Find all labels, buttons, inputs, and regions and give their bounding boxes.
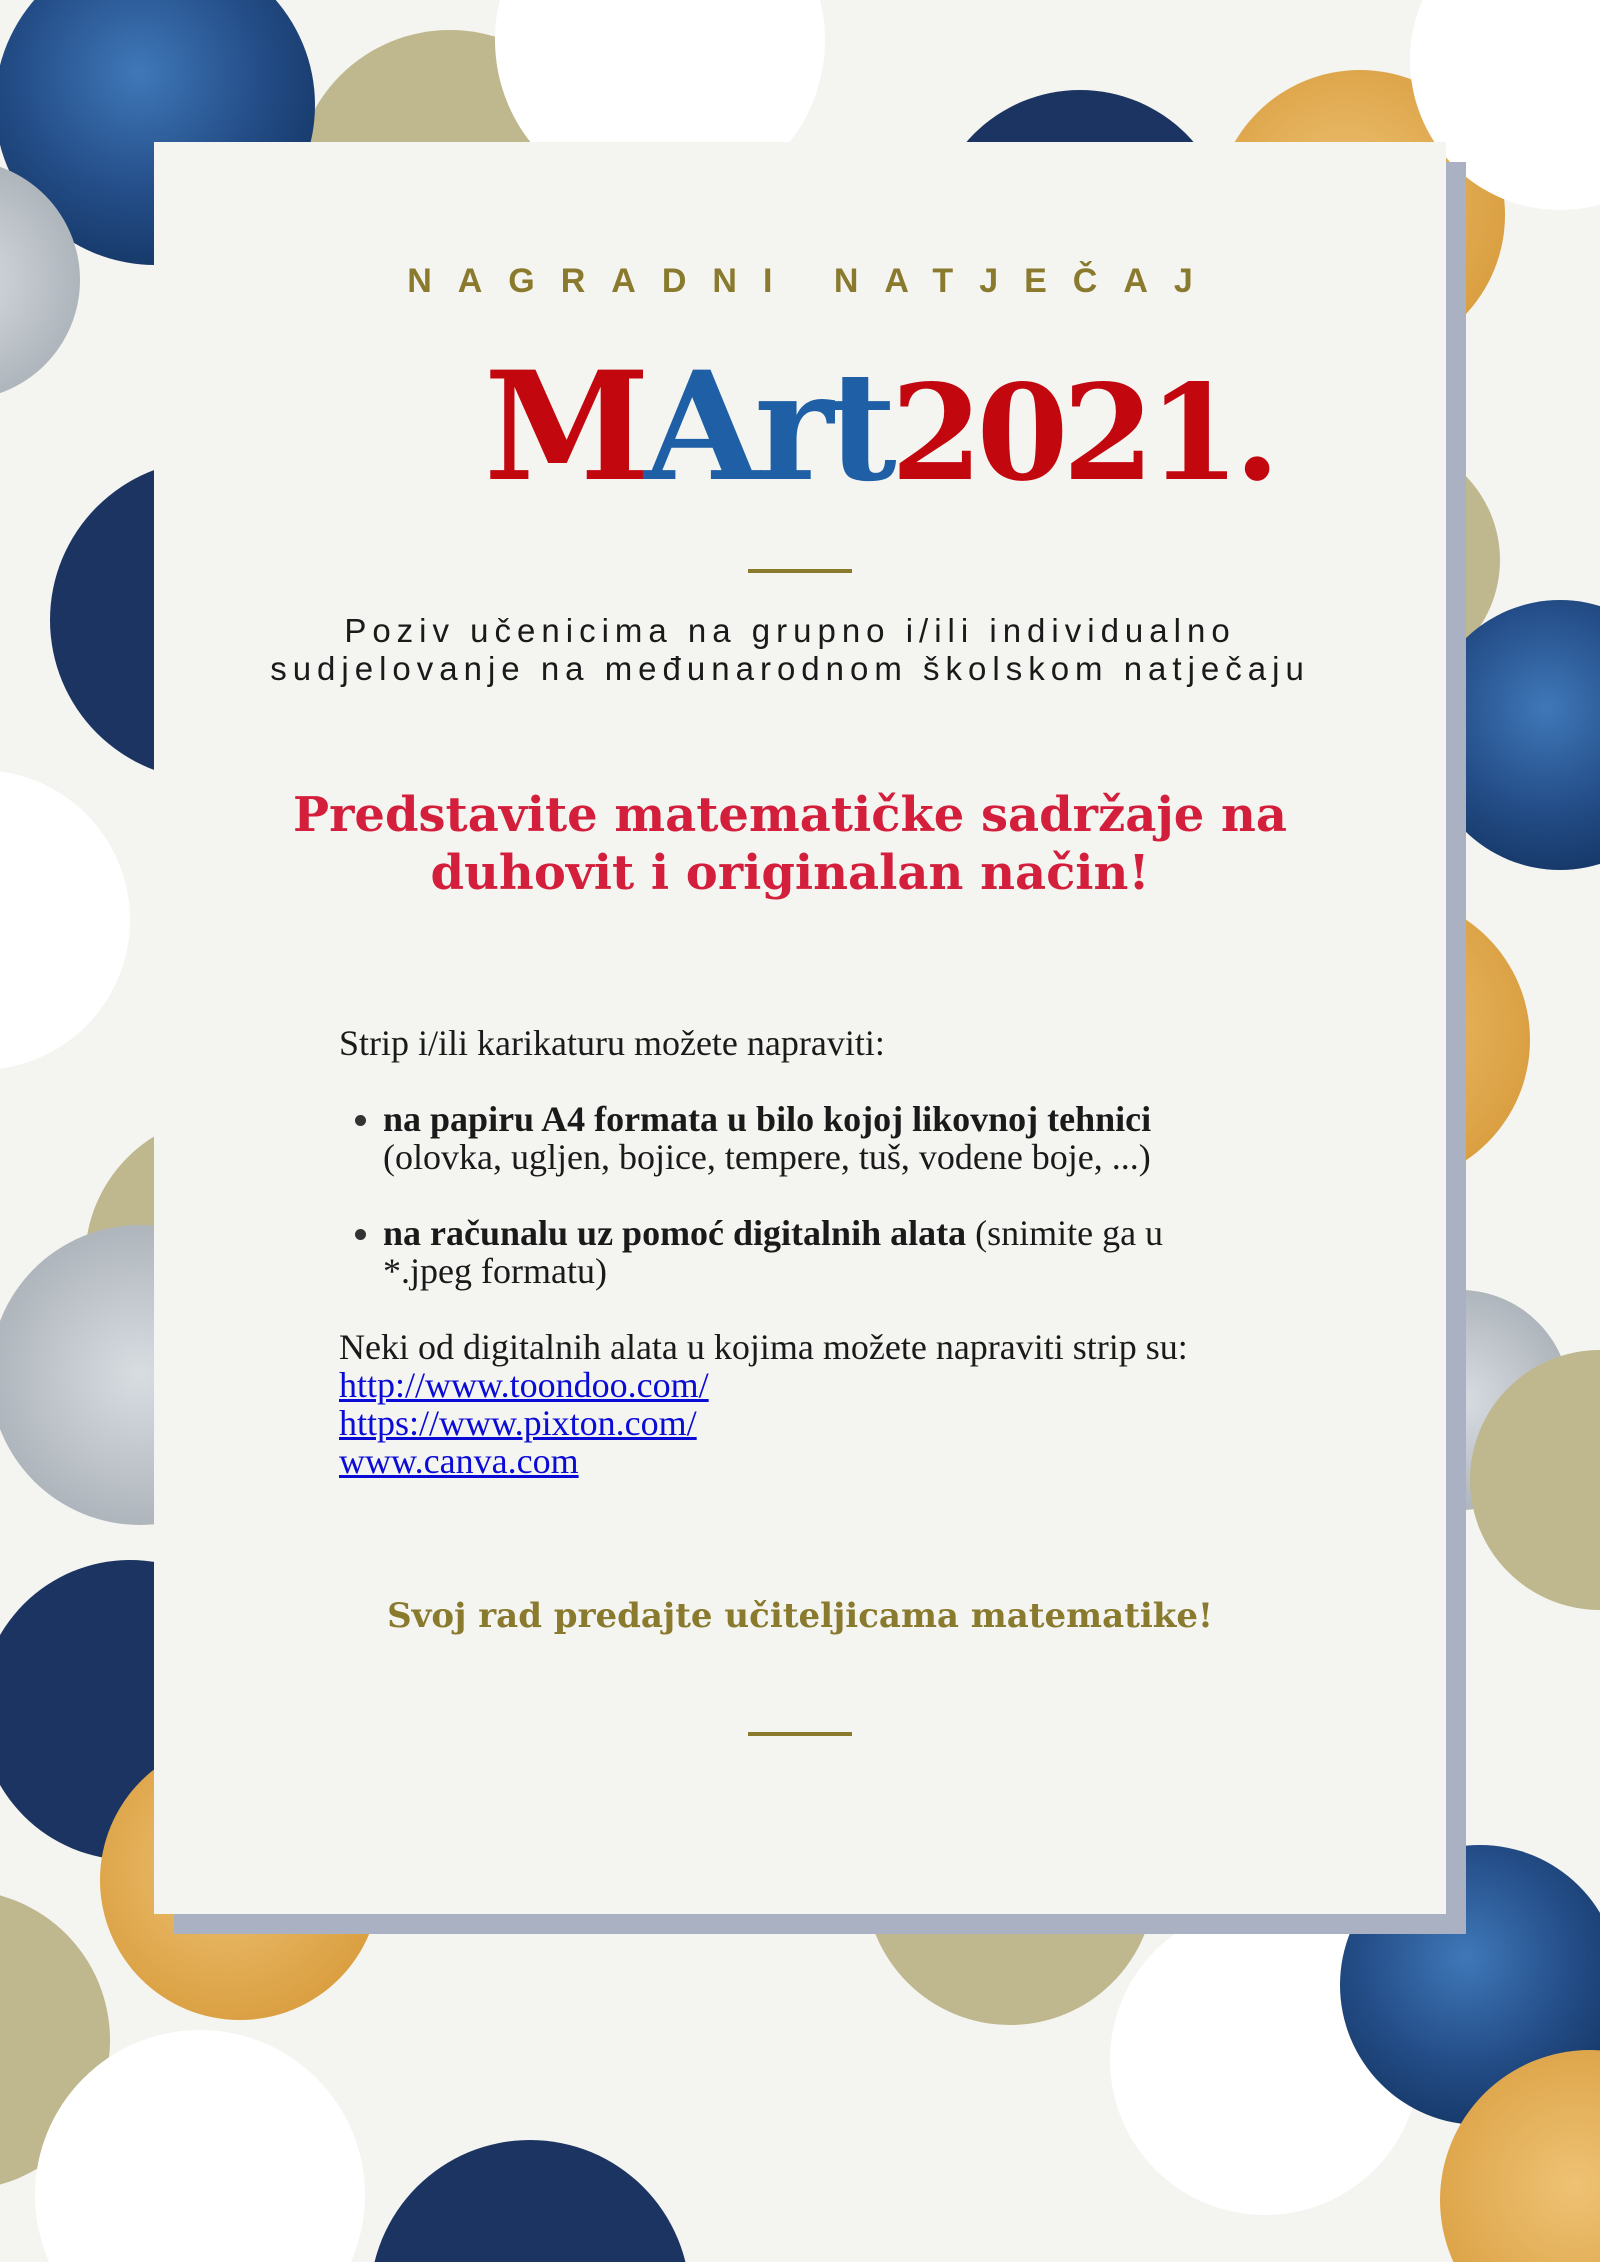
white-circle-shape [0,770,130,1070]
title-year: 2021. [890,356,1275,511]
list-item [383,1214,1259,1290]
headline: Predstavite matematičke sadržaje na duhovit i originalan način! [293,787,1287,901]
divider-top [748,569,852,573]
divider-bottom [748,1732,852,1736]
title-art: Art [644,339,891,515]
link-toondoo[interactable]: http://www.toondoo.com/ [339,1365,709,1405]
options-list [339,1100,1259,1290]
navy-circle-shape [370,2140,690,2262]
instructions [339,1024,1259,1480]
intro-text: Poziv učenicima na grupno i/ili individualno sudjelovanje na međunarodnom školskom natječaju [270,612,1310,687]
tool-links [339,1366,1259,1480]
option-rest: (snimite ga u *.jpeg formatu) [383,1213,1164,1291]
option-rest: (olovka, ugljen, bojice, tempere, tuš, vodene boje, ...) [383,1137,1151,1177]
contest-title [484,339,1275,515]
list-item [383,1100,1259,1176]
link-pixton[interactable]: https://www.pixton.com/ [339,1403,697,1443]
link-canva[interactable]: www.canva.com [339,1441,579,1481]
contest-kicker: NAGRADNI NATJEČAJ [407,262,1219,300]
lead-text: Strip i/ili karikaturu možete napraviti: [339,1023,885,1063]
closing-text: Svoj rad predajte učiteljicama matematike! [387,1596,1213,1636]
tools-intro: Neki od digitalnih alata u kojima možete napraviti strip su: [339,1327,1188,1367]
option-bold: na papiru A4 formata u bilo kojoj likovnoj tehnici [383,1099,1152,1139]
title-m: M [484,339,645,515]
option-bold: na računalu uz pomoć digitalnih alata [383,1213,967,1253]
